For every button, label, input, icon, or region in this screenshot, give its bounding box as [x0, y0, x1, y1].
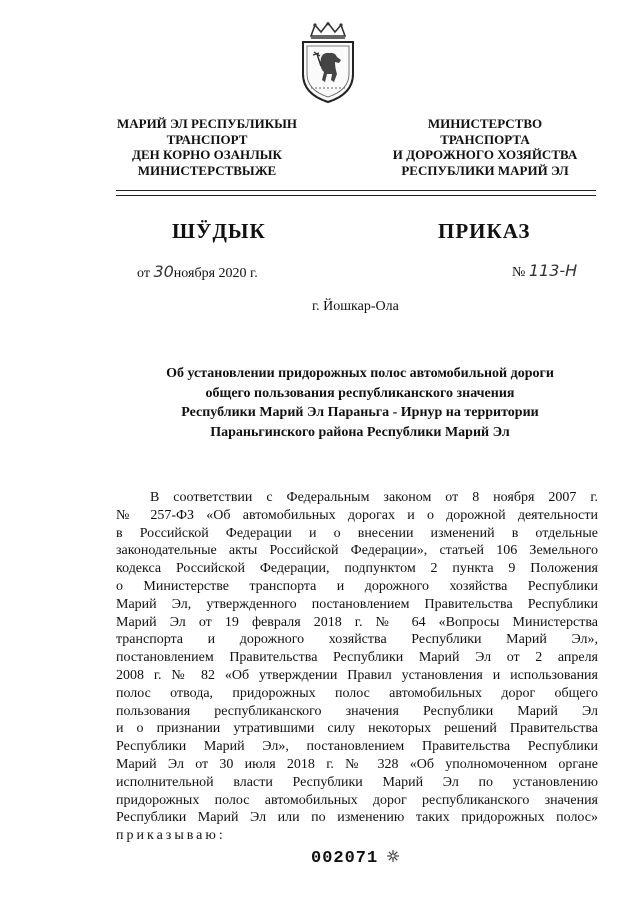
header-left-ministry-name: [112, 116, 302, 178]
body-line: полос отвода, придорожных полос автомобильных дорог общего: [116, 685, 598, 701]
body-line: В соответствии с Федеральным законом от 8 ноября 2007 г.: [150, 490, 598, 505]
number-handwritten: 113-Н: [528, 261, 578, 280]
body-line: и о признании утратившими силу некоторых решений Правительства: [116, 721, 598, 737]
body-line: кодекса Российской Федерации, подпунктом 2 пункта 9 Положения: [116, 561, 598, 577]
body-line: исполнительной власти Республики Марий Эл по установлению: [116, 774, 598, 790]
body-line: 2008 г. № 82 «Об утверждении Правил установления и использования: [116, 667, 598, 683]
coat-of-arms-icon: [297, 22, 359, 104]
header-right-line: МИНИСТЕРСТВО: [427, 116, 543, 131]
header-left-line: ДЕН КОРНО ОЗАНЛЫК: [132, 147, 282, 162]
header-right-ministry-name: [370, 116, 600, 178]
date-prefix: от: [137, 266, 150, 281]
subject-line: Республики Марий Эл Параньга - Ирнур на территории: [181, 405, 539, 420]
doc-title-russian: ПРИКАЗ: [438, 219, 531, 243]
body-line-order-word: приказываю:: [116, 828, 226, 844]
body-line: № 257-ФЗ «Об автомобильных дорогах и о дорожной деятельности: [116, 507, 598, 523]
header-right-line: РЕСПУБЛИКИ МАРИЙ ЭЛ: [401, 162, 569, 178]
form-serial-number: 002071: [311, 849, 379, 868]
number-prefix: №: [512, 265, 526, 280]
date-rest: ноября 2020 г.: [173, 266, 258, 281]
body-line: придорожных полос автомобильных дорог республиканского значения: [116, 792, 598, 808]
body-line: Марий Эл от 19 февраля 2018 г. № 64 «Вопросы Министерства: [116, 614, 598, 630]
subject-line: Параньгинского района Республики Марий Эл: [210, 424, 510, 440]
body-line: о Министерстве транспорта и дорожного хозяйства Республики: [116, 578, 598, 594]
date-day-handwritten: 30: [153, 262, 174, 281]
body-line: транспорта и дорожного хозяйства Республики Марий Эл»,: [116, 632, 598, 648]
body-line: постановлением Правительства Республики Марий Эл от 2 апреля: [116, 650, 598, 666]
ornament-star-icon: [386, 849, 400, 863]
body-line: Марий Эл, утвержденного постановлением Правительства Республики: [116, 596, 598, 612]
header-left-line: МАРИЙ ЭЛ РЕСПУБЛИКЫН: [116, 116, 298, 131]
header-right-line: И ДОРОЖНОГО ХОЗЯЙСТВА: [392, 147, 578, 162]
city-name: г. Йошкар-Ола: [312, 299, 399, 314]
body-line: пользования республиканского значения Республики Марий Эл: [116, 703, 598, 719]
subject-line: Об установлении придорожных полос автомобильной дороги: [166, 366, 554, 381]
order-number: [512, 261, 577, 281]
body-line: Марий Эл от 30 июля 2018 г. № 328 «Об уполномоченном органе: [116, 756, 598, 772]
order-date: [137, 262, 258, 282]
body-line: законодательные акты Российской Федерации», статьей 106 Земельного: [116, 543, 598, 559]
order-body: [116, 489, 598, 845]
header-divider-top: [116, 190, 596, 191]
header-divider-bottom: [116, 195, 596, 196]
header-left-line: МИНИСТЕРСТВЫЖЕ: [137, 162, 277, 178]
doc-title-mari: ШӰДЫК: [172, 219, 266, 243]
subject-line: общего пользования республиканского значения: [205, 385, 515, 401]
body-line: Республики Марий Эл», постановлением Правительства Республики: [116, 739, 598, 755]
header-right-line: ТРАНСПОРТА: [440, 131, 530, 147]
body-line: в Российской Федерации и о внесении изменений в отдельные: [116, 525, 598, 541]
order-subject: [132, 364, 588, 442]
header-left-line: ТРАНСПОРТ: [166, 131, 248, 147]
body-line: Республики Марий Эл или по изменению таких придорожных полос»: [116, 810, 598, 826]
